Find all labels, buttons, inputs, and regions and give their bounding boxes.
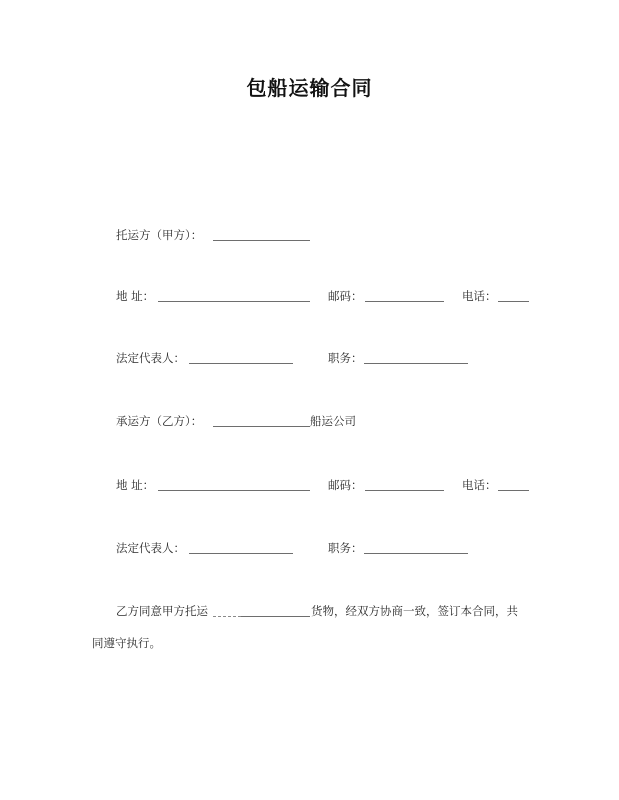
- party-a-legal-rep-field[interactable]: [189, 363, 293, 364]
- document-title: 包船运输合同: [246, 76, 373, 100]
- party-b-name-field[interactable]: [213, 426, 310, 427]
- party-a-address-field[interactable]: [158, 301, 310, 302]
- party-a-position-label: 职务：: [328, 351, 363, 365]
- party-b-name-suffix: 船运公司: [310, 414, 356, 428]
- agreement-suffix: 货物，经双方协商一致，签订本合同，共: [311, 604, 518, 618]
- agreement-line-2-text: 同遵守执行。: [92, 636, 161, 650]
- party-b-phone-field[interactable]: [498, 490, 529, 491]
- party-a-label: 托运方（甲方）：: [116, 228, 203, 242]
- party-b-phone-label: 电话：: [462, 478, 497, 492]
- party-b-postcode-field[interactable]: [365, 490, 444, 491]
- party-a-postcode-label: 邮码：: [328, 289, 363, 303]
- party-a-phone-field[interactable]: [498, 301, 529, 302]
- party-b-legal-rep-field[interactable]: [189, 553, 293, 554]
- party-a-address-label: 地 址：: [116, 289, 155, 303]
- agreement-prefix: 乙方同意甲方托运: [116, 604, 208, 618]
- cargo-field-dashed: [213, 616, 241, 617]
- party-b-position-label: 职务：: [328, 541, 363, 555]
- party-a-legal-rep-label: 法定代表人：: [116, 351, 185, 365]
- party-b-postcode-label: 邮码：: [328, 478, 363, 492]
- party-b-address-field[interactable]: [158, 490, 310, 491]
- cargo-field[interactable]: [241, 616, 310, 617]
- party-a-phone-label: 电话：: [462, 289, 497, 303]
- party-b-address-label: 地 址：: [116, 478, 155, 492]
- party-a-name-field[interactable]: [213, 240, 310, 241]
- party-b-position-field[interactable]: [364, 553, 468, 554]
- party-a-postcode-field[interactable]: [365, 301, 444, 302]
- party-b-label: 承运方（乙方）：: [116, 414, 203, 428]
- party-a-position-field[interactable]: [364, 363, 468, 364]
- party-b-legal-rep-label: 法定代表人：: [116, 541, 185, 555]
